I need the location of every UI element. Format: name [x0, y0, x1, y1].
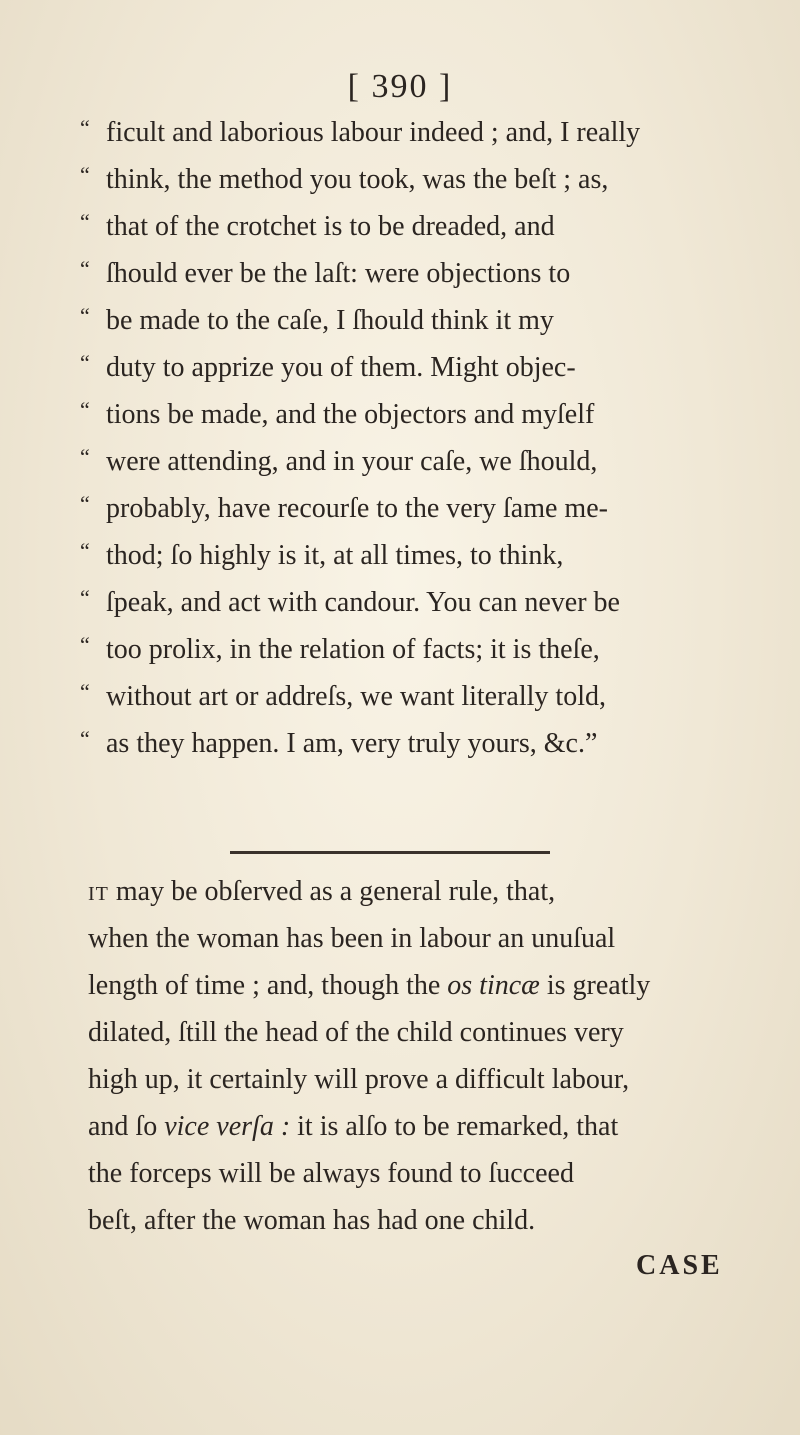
quote-mark: “	[80, 491, 90, 516]
quote-text: duty to apprize you of them. Might objec-	[106, 352, 576, 383]
quote-text: thod; ſo highly is it, at all times, to think,	[106, 540, 564, 571]
quote-line	[80, 250, 740, 297]
quote-mark: “	[80, 350, 90, 375]
paragraph-text: length of time ; and, though the	[88, 970, 441, 1001]
quoted-letter	[80, 109, 740, 767]
quote-mark: “	[80, 538, 90, 563]
quote-text: be made to the caſe, I ſhould think it my	[106, 305, 554, 336]
quote-line	[80, 626, 740, 673]
quote-line	[80, 203, 740, 250]
quote-mark: “	[80, 585, 90, 610]
quote-mark: “	[80, 115, 90, 140]
quote-mark: “	[80, 632, 90, 657]
quote-mark: “	[80, 162, 90, 187]
quote-line	[80, 156, 740, 203]
quote-line	[80, 391, 740, 438]
latin-term: vice verſa :	[164, 1111, 291, 1142]
quote-text: without art or addreſs, we want literally told,	[106, 681, 606, 712]
quote-text: as they happen. I am, very truly yours, &c.”	[106, 728, 598, 759]
paragraph-text: may be obſerved as a general rule, that,	[115, 876, 556, 907]
quote-line	[80, 532, 740, 579]
catchword: CASE	[636, 1250, 723, 1281]
quote-line	[80, 720, 740, 767]
quote-text: ſpeak, and act with candour. You can never be	[106, 587, 620, 618]
page-number: [ 390 ]	[347, 68, 453, 105]
paragraph-line: dilated, ſtill the head of the child continues very	[88, 1017, 624, 1048]
paragraph-line	[88, 1103, 748, 1150]
quote-mark: “	[80, 726, 90, 751]
paragraph-line: when the woman has been in labour an unuſual	[88, 923, 616, 954]
quote-text: too prolix, in the relation of facts; it is theſe,	[106, 634, 600, 665]
paragraph-text: and ſo	[88, 1111, 158, 1142]
quote-line	[80, 344, 740, 391]
paragraph-line	[88, 962, 748, 1009]
quote-text: ſhould ever be the laſt: were objections to	[106, 258, 571, 289]
quote-mark: “	[80, 397, 90, 422]
quote-text: that of the crotchet is to be dreaded, and	[106, 211, 555, 242]
body-paragraph	[88, 868, 748, 1244]
section-divider	[230, 851, 550, 854]
quote-mark: “	[80, 679, 90, 704]
quote-mark: “	[80, 256, 90, 281]
quote-text: think, the method you took, was the beſt ; as,	[106, 164, 609, 195]
quote-line	[80, 673, 740, 720]
paragraph-line: high up, it certainly will prove a difficult labour,	[88, 1064, 630, 1095]
paragraph-text: is greatly	[546, 970, 651, 1001]
paragraph-line	[88, 868, 748, 915]
quote-line	[80, 297, 740, 344]
quote-text: probably, have recourſe to the very ſame me-	[106, 493, 608, 524]
quote-text: ficult and laborious labour indeed ; and, I really	[106, 117, 641, 148]
quote-line	[80, 438, 740, 485]
paragraph-text: it is alſo to be remarked, that	[297, 1111, 619, 1142]
quote-text: tions be made, and the objectors and myſelf	[106, 399, 595, 430]
paragraph-lead: it	[88, 876, 109, 907]
quote-mark: “	[80, 444, 90, 469]
paragraph-line: beſt, after the woman has had one child.	[88, 1205, 536, 1236]
quote-mark: “	[80, 303, 90, 328]
latin-term: os tincæ	[447, 970, 540, 1001]
quote-line	[80, 485, 740, 532]
quote-text: were attending, and in your caſe, we ſhould,	[106, 446, 598, 477]
quote-line	[80, 579, 740, 626]
quote-mark: “	[80, 209, 90, 234]
paragraph-line: the forceps will be always found to ſucceed	[88, 1158, 574, 1189]
quote-line	[80, 109, 740, 156]
